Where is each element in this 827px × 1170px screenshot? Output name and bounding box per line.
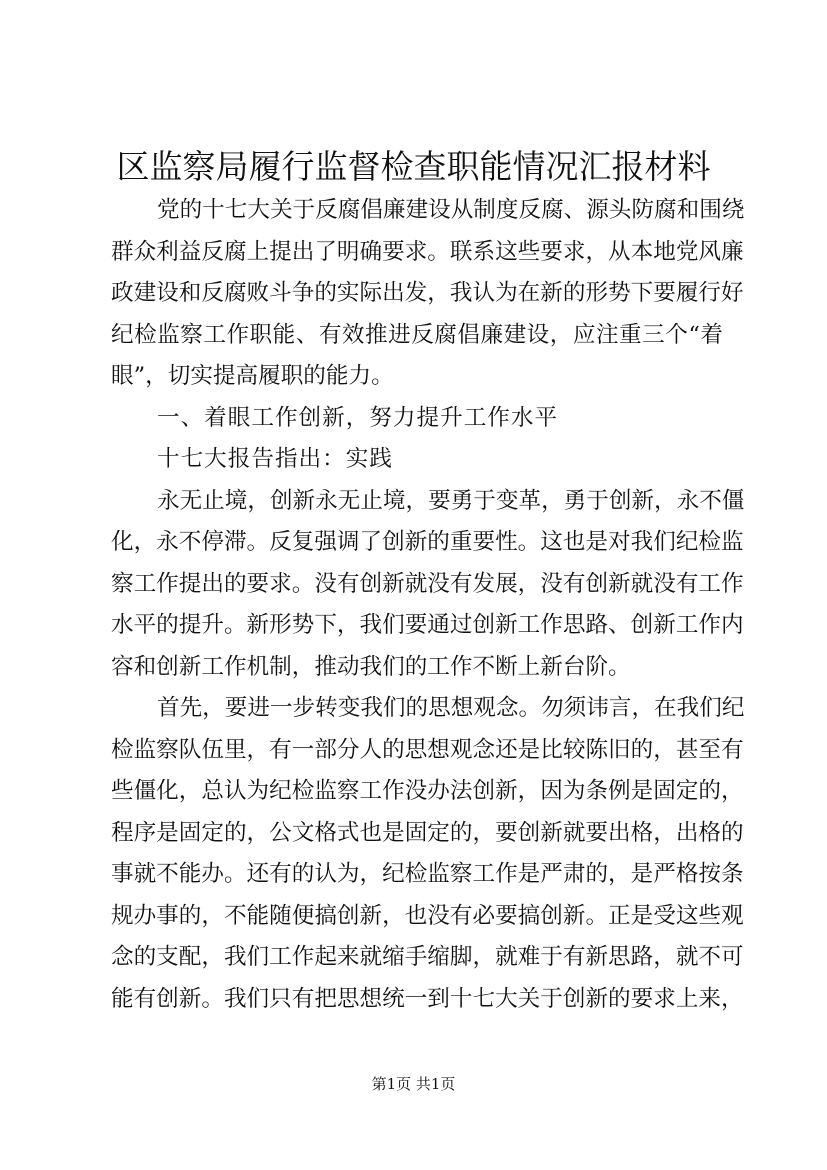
text-line: 念的支配，我们工作起来就缩手缩脚，就难于有新思路，就不可 bbox=[111, 944, 744, 970]
text-line: 事就不能办。还有的认为，纪检监察工作是严肃的，是严格按条 bbox=[111, 861, 744, 887]
text-line: 能有创新。我们只有把思想统一到十七大关于创新的要求上来， bbox=[111, 985, 744, 1012]
text-line: 十七大报告指出：实践 bbox=[157, 446, 393, 472]
paragraph bbox=[111, 688, 745, 1020]
text-line: 政建设和反腐败斗争的实际出发，我认为在新的形势下要履行好 bbox=[111, 280, 744, 306]
text-line: 程序是固定的，公文格式也是固定的，要创新就要出格，出格的 bbox=[111, 819, 744, 846]
text-line: 容和创新工作机制，推动我们的工作不断上新台阶。 bbox=[111, 653, 631, 680]
text-line: 察工作提出的要求。没有创新就没有发展，没有创新就没有工作 bbox=[111, 570, 744, 597]
paragraph bbox=[111, 481, 745, 689]
text-line: 永无止境，创新永无止境，要勇于变革，勇于创新，永不僵 bbox=[157, 487, 745, 514]
page-footer: 第1页 共1页 bbox=[371, 1075, 456, 1093]
text-line: 党的十七大关于反腐倡廉建设从制度反腐、源头防腐和围绕 bbox=[157, 197, 745, 223]
text-line: 检监察队伍里，有一部分人的思想观念还是比较陈旧的，甚至有 bbox=[111, 736, 744, 763]
text-line: 纪检监察工作职能、有效推进反腐倡廉建设，应注重三个“着 bbox=[111, 321, 723, 348]
text-line: 群众利益反腐上提出了明确要求。联系这些要求，从本地党风廉 bbox=[111, 238, 744, 265]
text-line: 化，永不停滞。反复强调了创新的重要性。这也是对我们纪检监 bbox=[111, 529, 744, 555]
text-line: 水平的提升。新形势下，我们要通过创新工作思路、创新工作内 bbox=[111, 612, 744, 638]
section-heading bbox=[111, 398, 723, 440]
document-title: 区监察局履行监督检查职能情况汇报材料 bbox=[116, 147, 711, 186]
paragraph bbox=[111, 439, 723, 481]
document-body bbox=[111, 190, 745, 1020]
text-line: 眼”，切实提高履职的能力。 bbox=[111, 363, 394, 389]
text-line: 首先，要进一步转变我们的思想观念。勿须讳言，在我们纪 bbox=[157, 695, 745, 721]
text-line: 一、着眼工作创新，努力提升工作水平 bbox=[157, 404, 559, 431]
text-line: 些僵化，总认为纪检监察工作没办法创新，因为条例是固定的， bbox=[111, 778, 744, 804]
text-line: 规办事的，不能随便搞创新，也没有必要搞创新。正是受这些观 bbox=[111, 902, 744, 929]
paragraph bbox=[111, 190, 745, 398]
